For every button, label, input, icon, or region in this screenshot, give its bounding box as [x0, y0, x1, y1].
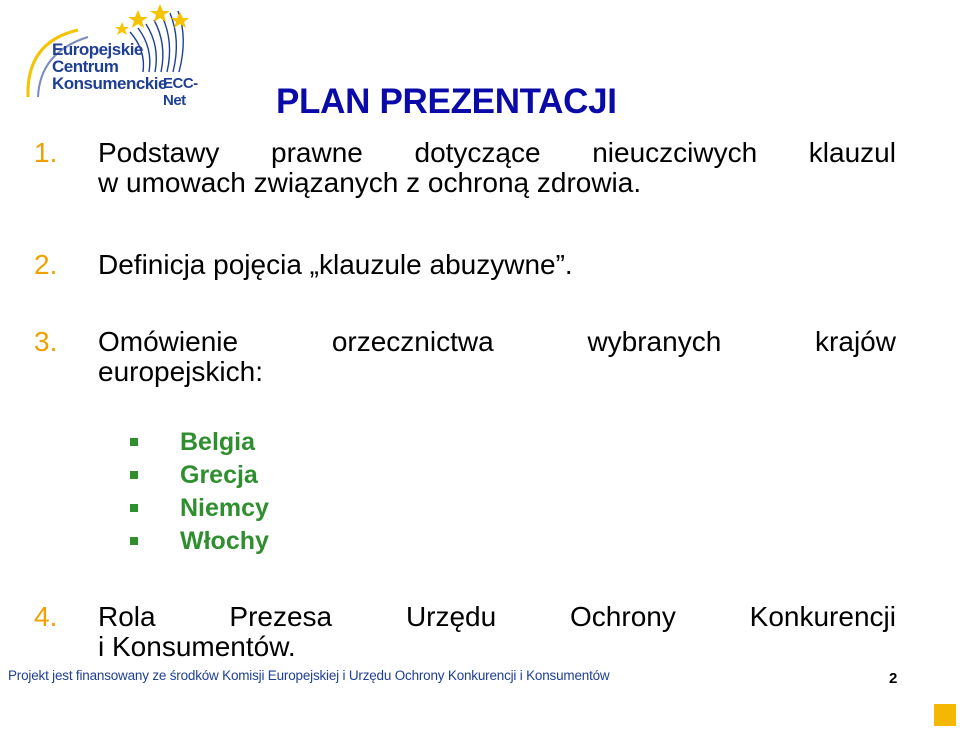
- page-title: PLAN PREZENTACJI: [276, 82, 617, 121]
- footer-funding-note: Projekt jest finansowany ze środków Komisji Europejskiej i Urzędu Ochrony Konkurencji i Konsumentów: [8, 668, 610, 683]
- word: Rola: [98, 601, 156, 632]
- square-bullet-icon: [130, 537, 138, 545]
- word: Konkurencji: [749, 601, 896, 632]
- word: Podstawy: [98, 137, 220, 168]
- word: Prezesa: [229, 601, 333, 632]
- item-3-line-2: europejskich:: [98, 356, 263, 387]
- country-label: Włochy: [180, 527, 269, 555]
- square-bullet-icon: [130, 504, 138, 512]
- corner-decoration: [934, 704, 956, 726]
- item-number: 3.: [34, 326, 58, 357]
- square-bullet-icon: [130, 438, 138, 446]
- word: klauzul: [808, 137, 896, 168]
- word: Ochrony: [570, 601, 676, 632]
- word: orzecznictwa: [331, 326, 494, 357]
- ecc-logo: [18, 2, 203, 109]
- logo-text: [52, 41, 167, 92]
- logo-line-2: Centrum: [52, 57, 119, 76]
- item-number: 1.: [34, 137, 58, 168]
- item-1-line-1: [98, 138, 896, 168]
- word: Urzędu: [405, 601, 497, 632]
- item-2-line-1: Definicja pojęcia „klauzule abuzywne”.: [98, 249, 573, 280]
- word: dotyczące: [414, 137, 541, 168]
- word: Omówienie: [98, 326, 239, 357]
- country-label: Belgia: [180, 428, 256, 456]
- word: nieuczciwych: [592, 137, 758, 168]
- country-label: Grecja: [180, 461, 258, 489]
- item-number: 4.: [34, 601, 58, 632]
- square-bullet-icon: [130, 471, 138, 479]
- logo-line-1: Europejskie: [52, 40, 143, 59]
- word: prawne: [271, 137, 363, 168]
- page-number: 2: [889, 670, 898, 687]
- word: wybranych: [587, 326, 722, 357]
- item-4-line-1: [98, 602, 896, 632]
- item-4-line-2: i Konsumentów.: [98, 631, 296, 662]
- item-3-line-1: [98, 327, 896, 357]
- logo-line-3: Konsumenckie: [52, 74, 167, 93]
- logo-ecc-net: ECC-Net: [163, 75, 198, 109]
- item-1-line-2: w umowach związanych z ochroną zdrowia.: [98, 167, 642, 198]
- item-number: 2.: [34, 249, 58, 280]
- word: krajów: [815, 326, 896, 357]
- country-label: Niemcy: [180, 494, 269, 522]
